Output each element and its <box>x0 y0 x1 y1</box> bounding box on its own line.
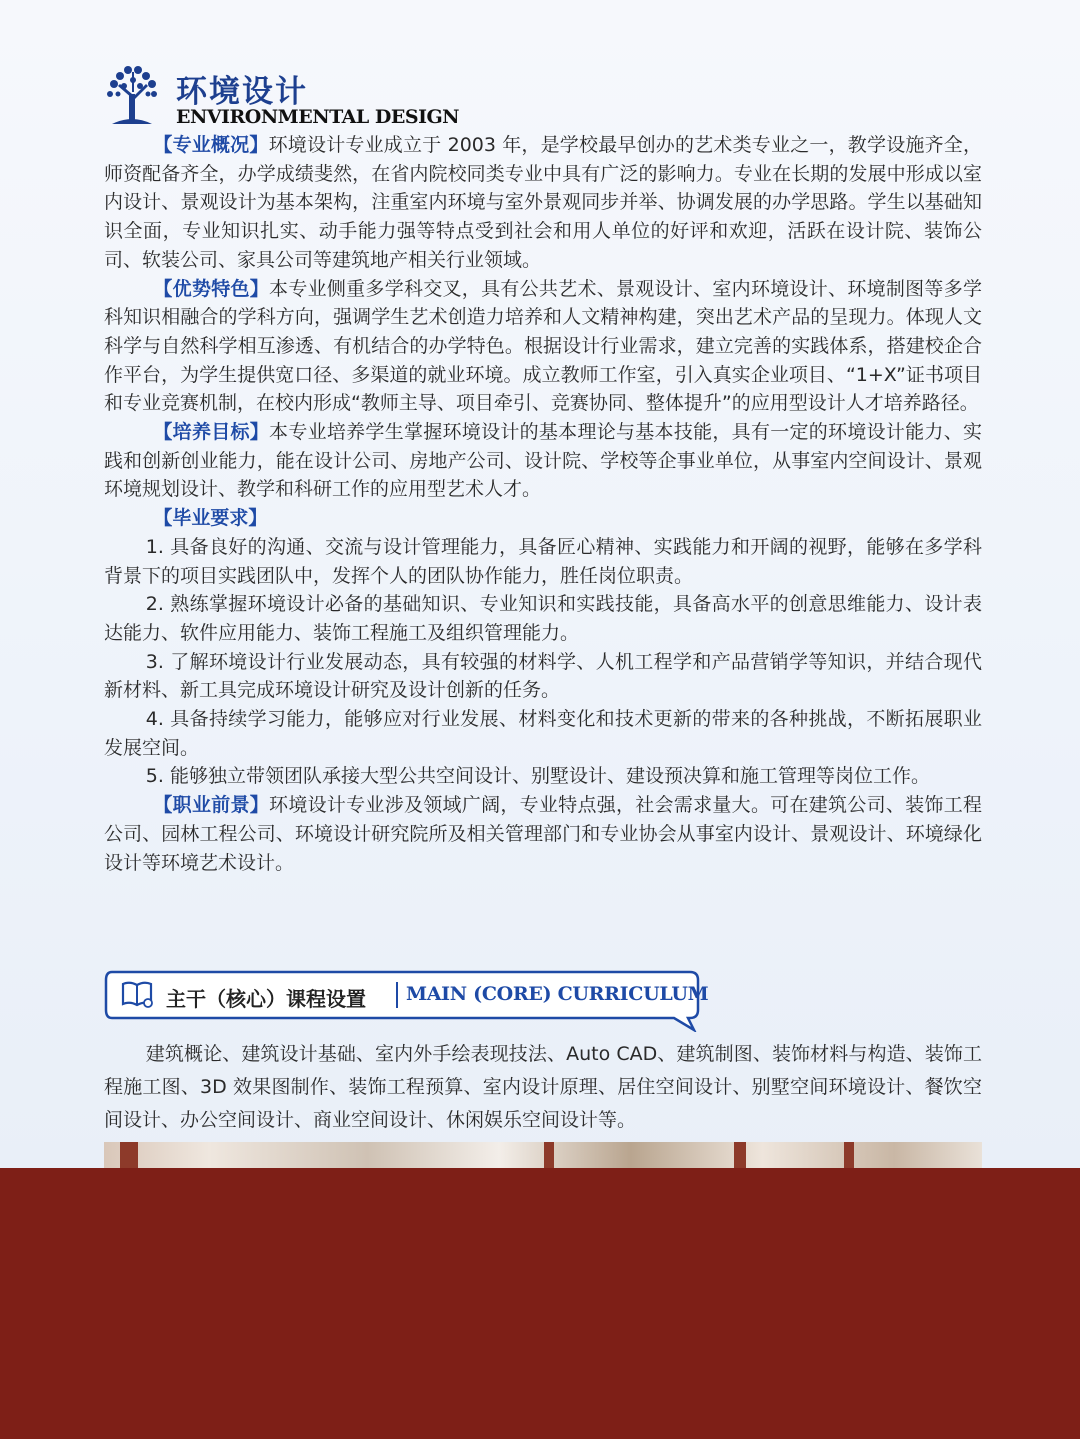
overview-heading: 【专业概况】 <box>153 134 269 156</box>
main-content <box>104 131 982 877</box>
curriculum-title-en: MAIN (CORE) CURRICULUM <box>406 983 709 1005</box>
banner-divider <box>396 982 398 1008</box>
prospects-paragraph <box>104 791 982 877</box>
curriculum-banner <box>104 970 709 1020</box>
section-header <box>104 62 524 132</box>
advantages-text: 本专业侧重多学科交叉，具有公共艺术、景观设计、室内环境设计、环境制图等多学科知识相融合的学科方向，强调学生艺术创造力培养和人文精神构建，突出艺术产品的呈现力。体现人文科学与自然科学相互渗透、有机结合的办学特色。根据设计行业需求，建立完善的实践体系，搭建校企合作平台，为学生提供宽口径、多渠道的就业环境。成立教师工作室，引入真实企业项目、“1+X”证书项目和专业竞赛机制，在校内形成“教师主导、项目牵引、竞赛协同、整体提升”的应用型设计人才培养路径。 <box>104 277 982 415</box>
requirement-item: 3. 了解环境设计行业发展动态，具有较强的材料学、人机工程学和产品营销学等知识，并结合现代新材料、新工具完成环境设计研究及设计创新的任务。 <box>104 650 982 702</box>
page-subtitle-en: ENVIRONMENTAL DESIGN <box>176 106 460 128</box>
advantages-paragraph <box>104 275 982 419</box>
requirement-item: 5. 能够独立带领团队承接大型公共空间设计、别墅设计、建设预决算和施工管理等岗位工作。 <box>145 765 930 788</box>
goals-text: 本专业培养学生掌握环境设计的基本理论与基本技能，具有一定的环境设计能力、实践和创新创业能力，能在设计公司、房地产公司、设计院、学校等企事业单位，从事室内空间设计、景观环境规划设计、教学和科研工作的应用型艺术人才。 <box>104 421 982 501</box>
goals-heading: 【培养目标】 <box>153 421 270 444</box>
requirement-item: 2. 熟练掌握环境设计必备的基础知识、专业知识和实践技能，具备高水平的创意思维能力、设计表达能力、软件应用能力、装饰工程施工及组织管理能力。 <box>104 593 982 644</box>
curriculum-title-cn: 主干（核心）课程设置 <box>166 987 366 1011</box>
requirement-item: 4. 具备持续学习能力，能够应对行业发展、材料变化和技术更新的带来的各种挑战，不断拓展职业发展空间。 <box>104 708 982 759</box>
requirements-heading-line <box>104 504 982 533</box>
footer-bar <box>0 1168 1080 1439</box>
book-icon <box>120 980 154 1010</box>
advantages-heading: 【优势特色】 <box>153 277 270 300</box>
requirements-heading: 【毕业要求】 <box>153 507 268 530</box>
page-title: 环境设计 <box>176 74 308 110</box>
overview-text: 环境设计专业成立于 2003 年，是学校最早创办的艺术类专业之一，教学设施齐全，师资配备齐全，办学成绩斐然，在省内院校同类专业中具有广泛的影响力。专业在长期的发展中形成以室内设计、景观设计为基本架构，注重室内环境与室外景观同步并举、协调发展的办学思路。学生以基础知识全面，专业知识扎实、动手能力强等特点受到社会和用人单位的好评和欢迎，活跃在设计院、装饰公司、软装公司、家具公司等建筑地产相关行业领域。 <box>104 134 982 271</box>
goals-paragraph <box>104 418 982 504</box>
requirement-item: 1. 具备良好的沟通、交流与设计管理能力，具备匠心精神、实践能力和开阔的视野，能够在多学科背景下的项目实践团队中，发挥个人的团队协作能力，胜任岗位职责。 <box>104 535 982 587</box>
tree-logo-icon <box>104 64 160 128</box>
overview-paragraph <box>104 131 982 275</box>
prospects-text: 环境设计专业涉及领域广阔，专业特点强，社会需求量大。可在建筑公司、装饰工程公司、园林工程公司、环境设计研究院所及相关管理部门和专业协会从事室内设计、景观设计、环境绿化设计等环境艺术设计。 <box>104 794 982 874</box>
curriculum-text: 建筑概论、建筑设计基础、室内外手绘表现技法、Auto CAD、建筑制图、装饰材料与构造、装饰工程施工图、3D 效果图制作、装饰工程预算、室内设计原理、居住空间设计、别墅空间环境设计、餐饮空间设计、办公空间设计、商业空间设计、休闲娱乐空间设计等。 <box>104 1043 982 1131</box>
prospects-heading: 【职业前景】 <box>153 794 270 817</box>
